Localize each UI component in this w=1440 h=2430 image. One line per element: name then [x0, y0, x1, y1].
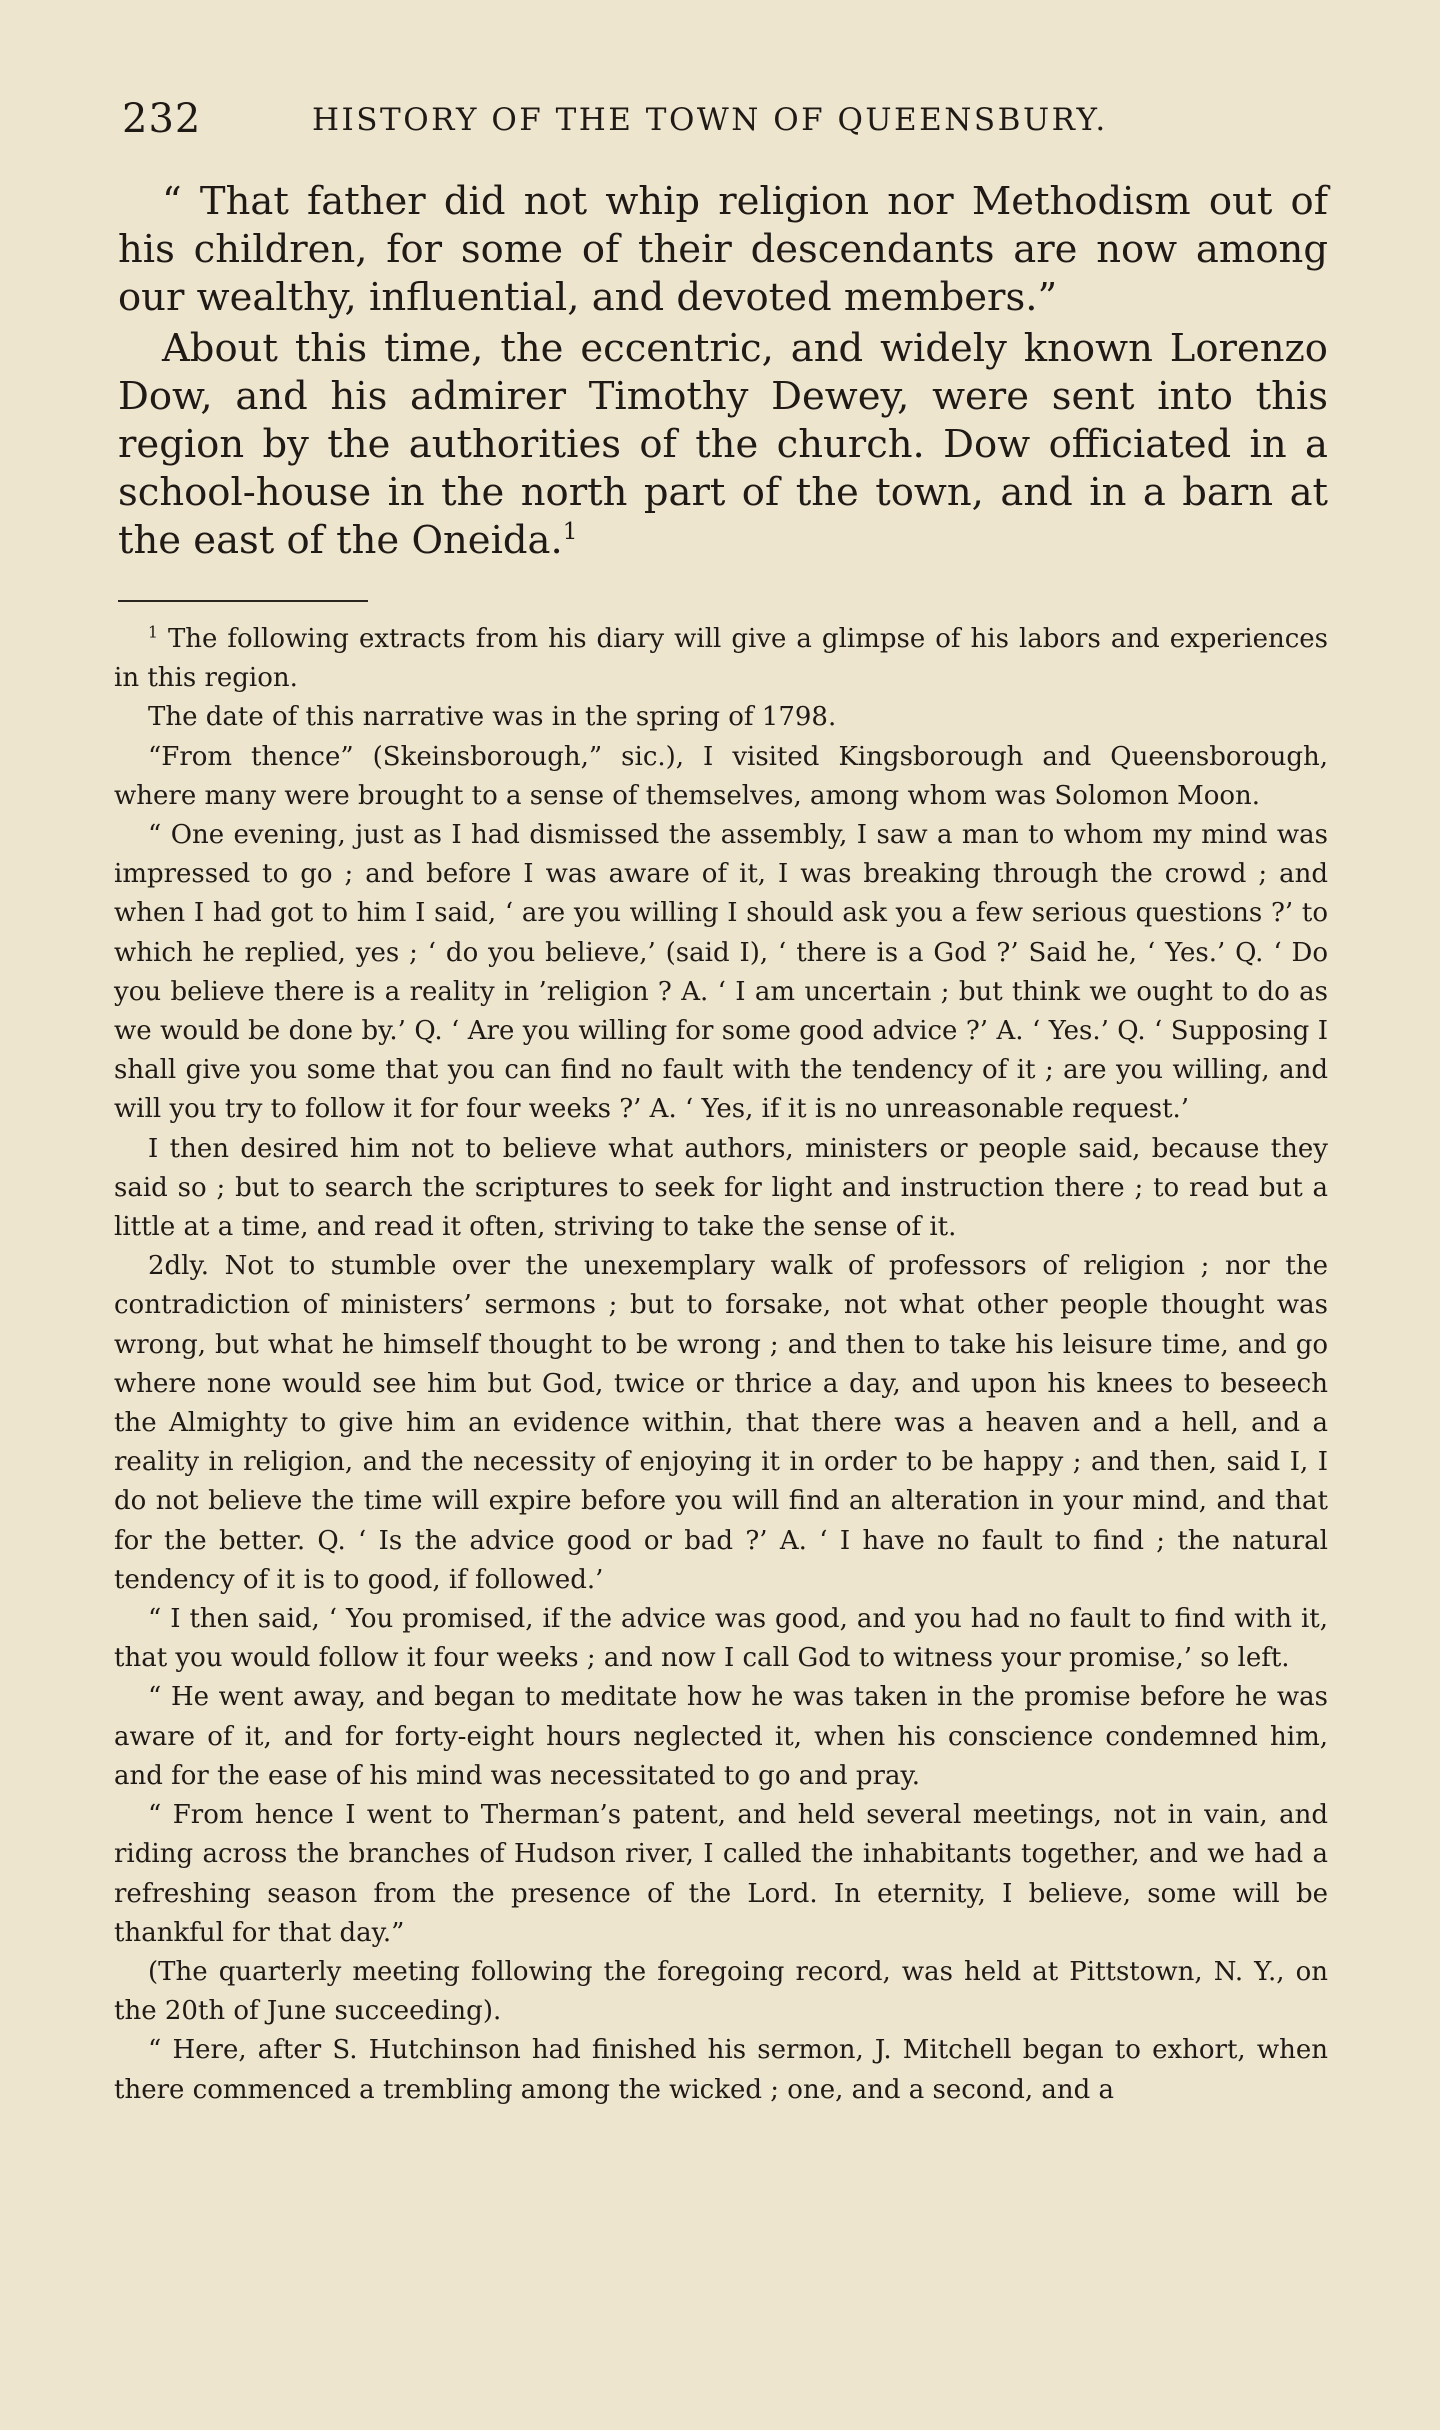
- footnotes: [114, 620, 1328, 2110]
- footnote-rule: [118, 600, 368, 602]
- page-number: 232: [122, 96, 202, 142]
- main-text: [118, 178, 1328, 565]
- footnote-paragraph: “From thence” (Skeinsborough,” sic.), I visited Kingsborough and Queensborough, where many were brought to a sense of themselves, among whom was Solomon Moon.: [114, 741, 1328, 811]
- footnote-paragraph: (The quarterly meeting following the foregoing record, was held at Pittstown, N. Y., on the 20th of June succeeding).: [114, 1956, 1328, 2027]
- footnote-paragraph: “ Here, after S. Hutchinson had finished his sermon, J. Mitchell began to exhort, when there commenced a trembling among the wicked ; one, and a second, and a: [114, 2035, 1328, 2105]
- footnote-paragraph: I then desired him not to believe what authors, ministers or people said, because they said so ; but to search the scriptures to seek for light and instruction there ; to read but a little at a time, and read it often, striving to take the sense of it.: [114, 1133, 1328, 1243]
- body-paragraph-text: About this time, the eccentric, and widely known Lorenzo Dow, and his admirer Timothy Dewey, were sent into this region by the authorities of the church. Dow officiated in a school-house in the north part of the town, and in a barn at the east of the Oneida.: [118, 326, 1328, 563]
- footnote-marker: 1: [148, 623, 158, 642]
- body-paragraph: “ That father did not whip religion nor Methodism out of his children, for some of their descendants are now among our wealthy, influential, and devoted members.”: [118, 179, 1328, 320]
- footnote-paragraph: The date of this narrative was in the spring of 1798.: [148, 702, 837, 733]
- footnote-paragraph: “ I then said, ‘ You promised, if the advice was good, and you had no fault to find with it, that you would follow it four weeks ; and now I call God to witness your promise,’ so left.: [114, 1604, 1328, 1674]
- body-paragraph: [118, 325, 1328, 565]
- running-head: HISTORY OF THE TOWN OF QUEENSBURY.: [312, 102, 1108, 138]
- footnote-paragraph: 2dly. Not to stumble over the unexemplary walk of professors of religion ; nor the contradiction of ministers’ sermons ; but to forsake, not what other people thought was wrong, but what he himself thought to be wrong ; and then to take his leisure time, and go where none would see him but God, twice or thrice a day, and upon his knees to beseech the Almighty to give him an evidence within, that there was a heaven and a hell, and a reality in religion, and the necessity of enjoying it in order to be happy ; and then, said I, I do not believe the time will expire before you will find an alteration in your mind, and that for the better. Q. ‘ Is the advice good or bad ?’ A. ‘ I have no fault to find ; the natural tendency of it is to good, if followed.’: [114, 1251, 1328, 1595]
- footnote-reference: 1: [562, 519, 578, 546]
- footnote-paragraph: “ He went away, and began to meditate how he was taken in the promise before he was aware of it, and for forty-eight hours neglected it, when his conscience condemned him, and for the ease of his mind was necessitated to go and pray.: [114, 1682, 1328, 1791]
- footnote-text: The following extracts from his diary will give a glimpse of his labors and experiences in this region.: [114, 624, 1328, 694]
- footnote-paragraph: [114, 620, 1328, 698]
- page-header: [122, 96, 1122, 146]
- footnote-paragraph: “ One evening, just as I had dismissed the assembly, I saw a man to whom my mind was impressed to go ; and before I was aware of it, I was breaking through the crowd ; and when I had got to him I said, ‘ are you willing I should ask you a few serious questions ?’ to which he replied, yes ; ‘ do you believe,’ (said I), ‘ there is a God ?’ Said he, ‘ Yes.’ Q. ‘ Do you believe there is a reality in ’religion ? A. ‘ I am uncertain ; but think we ought to do as we would be done by.’ Q. ‘ Are you willing for some good advice ?’ A. ‘ Yes.’ Q. ‘ Supposing I shall give you some that you can find no fault with the tendency of it ; are you willing, and will you try to follow it for four weeks ?’ A. ‘ Yes, if it is no unreasonable request.’: [114, 820, 1328, 1125]
- footnote-paragraph: “ From hence I went to Therman’s patent, and held several meetings, not in vain, and riding across the branches of Hudson river, I called the inhabitants together, and we had a refreshing season from the presence of the Lord. In eternity, I believe, some will be thankful for that day.”: [114, 1800, 1328, 1948]
